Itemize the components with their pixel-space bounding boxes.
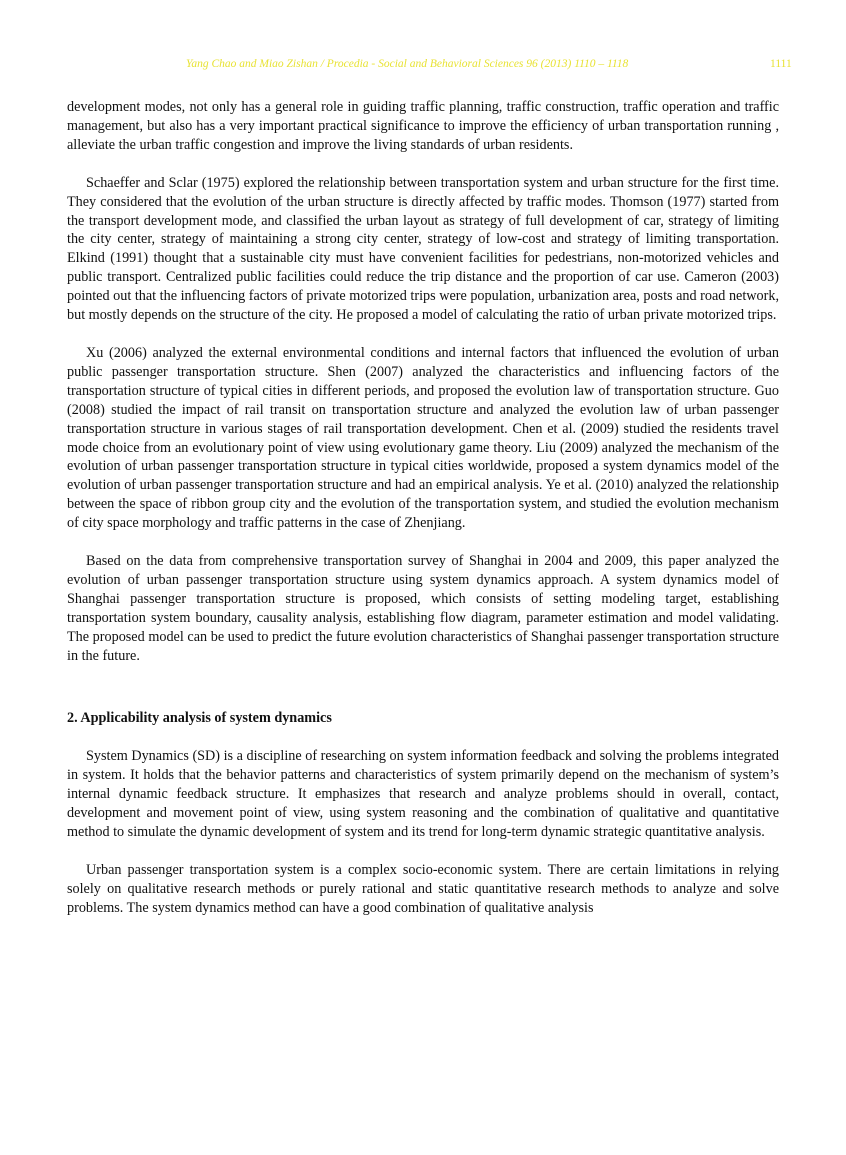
paragraph-spacer xyxy=(67,842,779,861)
paragraph-spacer xyxy=(67,728,779,747)
article-body xyxy=(67,98,779,918)
paragraph-literature-early: Schaeffer and Sclar (1975) explored the relationship between transportation system and urban structure for the first time. They considered that the evolution of the urban structure is directly affected by traffic modes. Thomson (1977) started from the transport development mode, and classified the urban layout as strategy of full development of car, strategy of limiting the city center, strategy of maintaining a strong city center, strategy of low-cost and strategy of limiting transportation. Elkind (1991) thought that a sustainable city must have convenient facilities for pedestrians, non-motorized vehicles and public transport. Centralized public facilities could reduce the trip distance and the proportion of car use. Cameron (2003) pointed out that the influencing factors of private motorized trips were population, urbanization area, posts and road network, but mostly depends on the structure of the city. He proposed a model of calculating the ratio of urban private motorized trips. xyxy=(67,174,779,324)
paragraph-sd-definition: System Dynamics (SD) is a discipline of researching on system information feedback and solving the problems integrated in system. It holds that the behavior patterns and characteristics of system primarily depend on the mechanism of system’s internal dynamic feedback structure. It emphasizes that research and analyze problems should in overall, contact, development and movement point of view, using system reasoning and the combination of qualitative and quantitative method to simulate the dynamic development of system and its trend for long-term dynamic strategic quantitative analysis. xyxy=(67,748,779,840)
paragraph-literature-recent: Xu (2006) analyzed the external environmental conditions and internal factors that influenced the evolution of urban public passenger transportation structure. Shen (2007) analyzed the characteristics and influencing factors of the transportation structure of typical cities in different periods, and proposed the evolution law of transportation structure. Guo (2008) studied the impact of rail transit on transportation structure and analyzed the evolution law of urban passenger transportation structure in various stages of rail transportation development. Chen et al. (2009) studied the residents travel mode choice from an evolutionary point of view using evolutionary game theory. Liu (2009) analyzed the mechanism of the evolution of urban passenger transportation structure in typical cities worldwide, proposed a system dynamics model of the evolution of urban passenger transportation structure and had an empirical analysis. Ye et al. (2010) analyzed the relationship between the space of ribbon group city and the evolution of the transportation system, and studied the evolution mechanism of city space morphology and traffic patterns in the case of Zhenjiang. xyxy=(67,344,779,532)
paragraph-sd-applicability: Urban passenger transportation system is a complex socio-economic system. There are certain limitations in relying solely on qualitative research methods or purely rational and static quantitative research methods to analyze and solve problems. The system dynamics method can have a good combination of qualitative analysis xyxy=(67,861,779,916)
paragraph-continuation: development modes, not only has a general role in guiding traffic planning, traffic construction, traffic operation and traffic management, but also has a very important practical significance to improve the efficiency of urban transportation running , alleviate the urban traffic congestion and improve the living standards of urban residents. xyxy=(67,99,779,153)
paragraph-spacer xyxy=(67,325,779,344)
section-heading: 2. Applicability analysis of system dynamics xyxy=(67,710,332,727)
running-header xyxy=(0,58,846,74)
paragraph-spacer xyxy=(67,155,779,174)
paragraph-spacer xyxy=(67,533,779,552)
page-number: 1111 xyxy=(770,58,792,70)
journal-citation: Yang Chao and Miao Zishan / Procedia - Social and Behavioral Sciences 96 (2013) 1110 – 1118 xyxy=(186,58,629,70)
paragraph-paper-overview: Based on the data from comprehensive transportation survey of Shanghai in 2004 and 2009, this paper analyzed the evolution of urban passenger transportation structure using system dynamics approach. A system dynamics model of Shanghai passenger transportation structure is proposed, which consists of setting modeling target, establishing transportation system boundary, causality analysis, establishing flow diagram, parameter estimation and model validating. The proposed model can be used to predict the future evolution characteristics of Shanghai passenger transportation structure in the future. xyxy=(67,553,779,664)
section-spacer xyxy=(67,665,779,709)
